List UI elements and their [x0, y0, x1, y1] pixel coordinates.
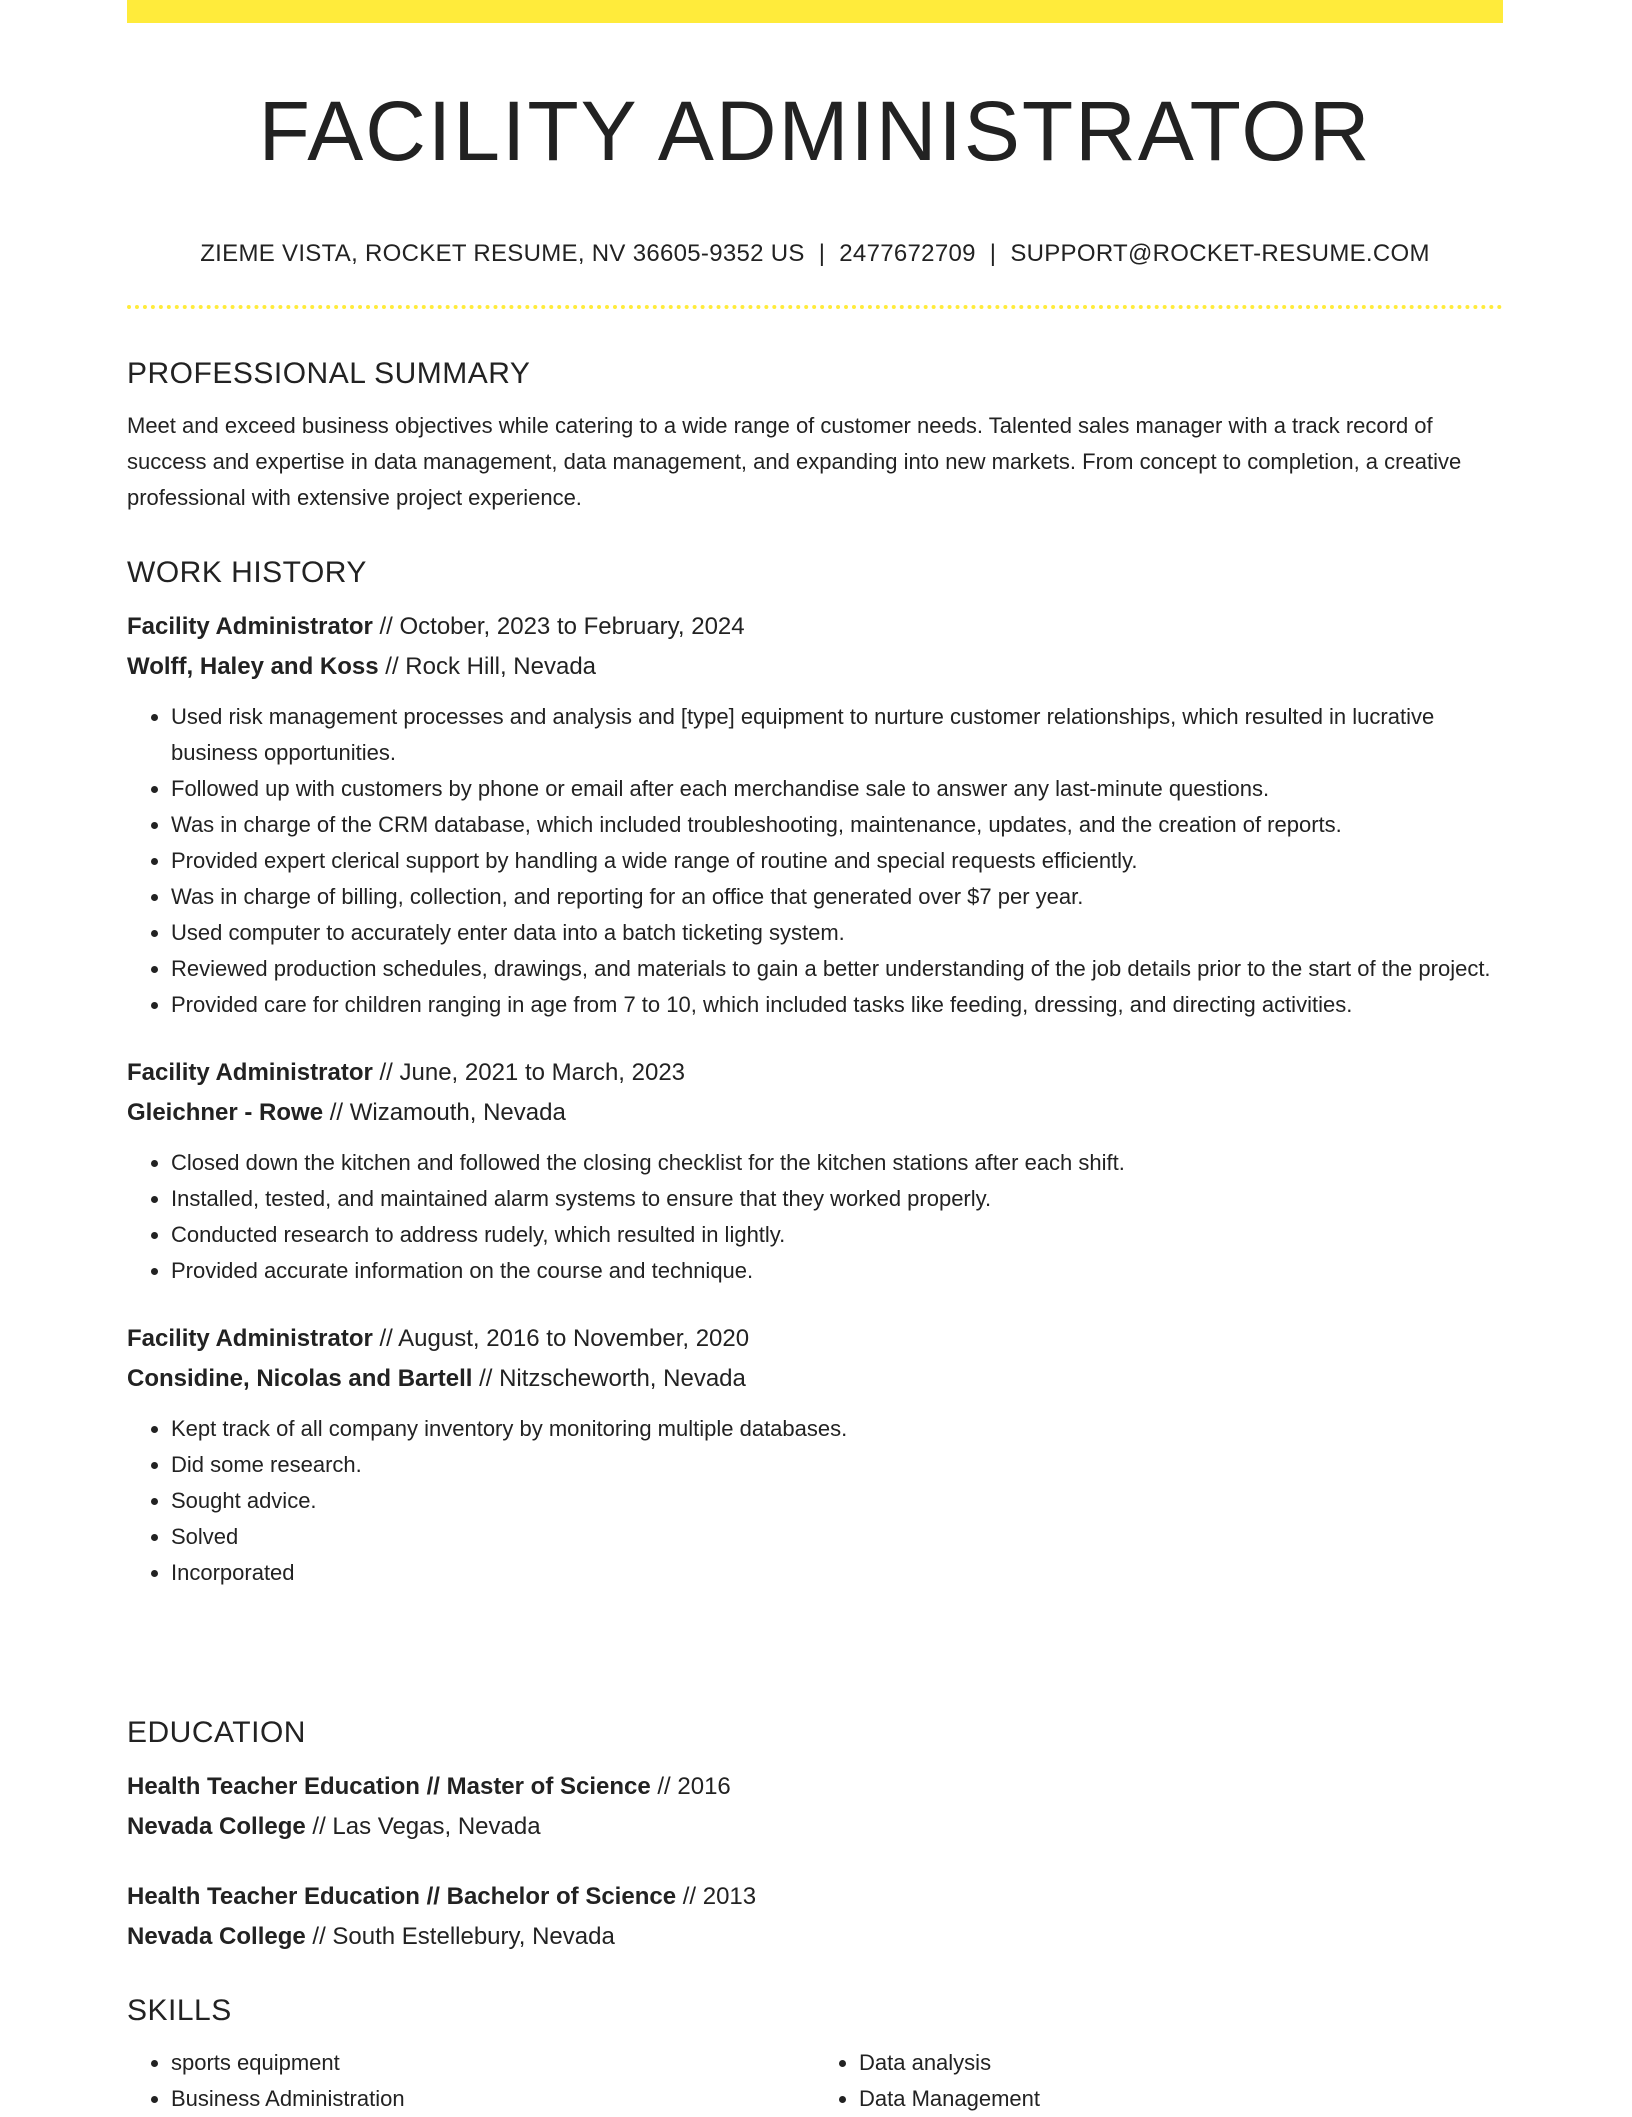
- skills-list-right: [815, 2045, 1503, 2117]
- job-entry: [127, 1053, 1503, 1289]
- job-bullet: • Did some research.: [171, 1447, 1503, 1483]
- header-divider: [127, 305, 1503, 309]
- job-bullet: • Was in charge of the CRM database, which included troubleshooting, maintenance, updates, and the creation of reports.: [171, 807, 1503, 843]
- job-company: Wolff, Haley and Koss: [127, 653, 379, 680]
- education-school-line: [127, 1807, 1503, 1847]
- contact-address: ZIEME VISTA, ROCKET RESUME, NV 36605-9352 US: [200, 240, 805, 267]
- skills-section: [127, 1991, 1503, 2117]
- job-bullet: • Provided expert clerical support by handling a wide range of routine and special requests efficiently.: [171, 843, 1503, 879]
- skill-item: • Data analysis: [859, 2045, 1503, 2081]
- job-bullet: • Sought advice.: [171, 1483, 1503, 1519]
- education-section: [127, 1713, 1503, 1957]
- job-location: // Rock Hill, Nevada: [378, 653, 597, 680]
- job-dates: // August, 2016 to November, 2020: [372, 1325, 750, 1352]
- job-dates: // October, 2023 to February, 2024: [372, 613, 745, 640]
- job-dates: // June, 2021 to March, 2023: [372, 1059, 686, 1086]
- job-bullet: • Used computer to accurately enter data into a batch ticketing system.: [171, 915, 1503, 951]
- education-degree-line: [127, 1877, 1503, 1917]
- education-location: // Las Vegas, Nevada: [305, 1813, 541, 1840]
- education-school: Nevada College: [127, 1813, 306, 1840]
- job-bullet: • Installed, tested, and maintained alarm systems to ensure that they worked properly.: [171, 1181, 1503, 1217]
- job-location: // Nitzscheworth, Nevada: [472, 1365, 746, 1392]
- summary-section: [127, 354, 1503, 516]
- job-company-line: [127, 1359, 1503, 1399]
- job-bullet: • Kept track of all company inventory by monitoring multiple databases.: [171, 1411, 1503, 1447]
- summary-heading: PROFESSIONAL SUMMARY: [127, 357, 531, 390]
- job-bullet: • Was in charge of billing, collection, and reporting for an office that generated over $7 per year.: [171, 879, 1503, 915]
- job-bullets: [127, 699, 1503, 1023]
- education-school: Nevada College: [127, 1923, 306, 1950]
- education-year: // 2013: [676, 1883, 757, 1910]
- education-school-line: [127, 1917, 1503, 1957]
- job-title: Facility Administrator: [127, 613, 373, 640]
- work-history-heading: WORK HISTORY: [127, 556, 367, 589]
- education-degree: Health Teacher Education // Bachelor of Science: [127, 1883, 677, 1910]
- skills-heading: SKILLS: [127, 1994, 232, 2027]
- job-bullet: • Reviewed production schedules, drawings, and materials to gain a better understanding of the job details prior to the start of the project.: [171, 951, 1503, 987]
- job-location: // Wizamouth, Nevada: [323, 1099, 566, 1126]
- education-degree-line: [127, 1767, 1503, 1807]
- job-title: Facility Administrator: [127, 1325, 373, 1352]
- skill-item: • Data Management: [859, 2081, 1503, 2117]
- accent-top-bar: [127, 0, 1503, 23]
- job-company-line: [127, 647, 1503, 687]
- education-location: // South Estellebury, Nevada: [305, 1923, 615, 1950]
- contact-line: [127, 236, 1503, 272]
- education-heading: EDUCATION: [127, 1716, 306, 1749]
- skills-list-left: [127, 2045, 815, 2117]
- education-entry: [127, 1767, 1503, 1847]
- job-title-line: [127, 607, 1503, 647]
- education-entry: [127, 1877, 1503, 1957]
- job-bullet: • Followed up with customers by phone or email after each merchandise sale to answer any last-minute questions.: [171, 771, 1503, 807]
- job-bullet: • Incorporated: [171, 1555, 1503, 1591]
- resume-title: FACILITY ADMINISTRATOR: [258, 84, 1372, 178]
- skills-grid: [127, 2045, 1503, 2117]
- job-company-line: [127, 1093, 1503, 1133]
- job-bullets: [127, 1411, 1503, 1591]
- skill-item: • sports equipment: [171, 2045, 815, 2081]
- contact-email: SUPPORT@ROCKET-RESUME.COM: [1010, 240, 1430, 267]
- job-entry: [127, 607, 1503, 1023]
- job-entry: [127, 1319, 1503, 1591]
- summary-text: Meet and exceed business objectives while catering to a wide range of customer needs. Talented sales manager with a track record of success and expertise in data management, data management, and expanding into new markets. From concept to completion, a creative professional with extensive project experience.: [127, 413, 1462, 510]
- job-title-line: [127, 1053, 1503, 1093]
- contact-separator: |: [989, 240, 997, 267]
- work-history-section: [127, 553, 1503, 1591]
- job-company: Considine, Nicolas and Bartell: [127, 1365, 473, 1392]
- education-degree: Health Teacher Education // Master of Science: [127, 1773, 651, 1800]
- job-bullet: • Used risk management processes and analysis and [type] equipment to nurture customer relationships, which resulted in lucrative business opportunities.: [171, 699, 1503, 771]
- job-bullet: • Provided accurate information on the course and technique.: [171, 1253, 1503, 1289]
- job-bullets: [127, 1145, 1503, 1289]
- education-year: // 2016: [650, 1773, 731, 1800]
- job-bullet: • Closed down the kitchen and followed the closing checklist for the kitchen stations after each shift.: [171, 1145, 1503, 1181]
- job-bullet: • Conducted research to address rudely, which resulted in lightly.: [171, 1217, 1503, 1253]
- job-bullet: • Provided care for children ranging in age from 7 to 10, which included tasks like feeding, dressing, and directing activities.: [171, 987, 1503, 1023]
- skill-item: • Business Administration: [171, 2081, 815, 2117]
- job-bullet: • Solved: [171, 1519, 1503, 1555]
- contact-phone: 2477672709: [839, 240, 976, 267]
- job-title: Facility Administrator: [127, 1059, 373, 1086]
- contact-separator: |: [818, 240, 826, 267]
- job-company: Gleichner - Rowe: [127, 1099, 324, 1126]
- job-title-line: [127, 1319, 1503, 1359]
